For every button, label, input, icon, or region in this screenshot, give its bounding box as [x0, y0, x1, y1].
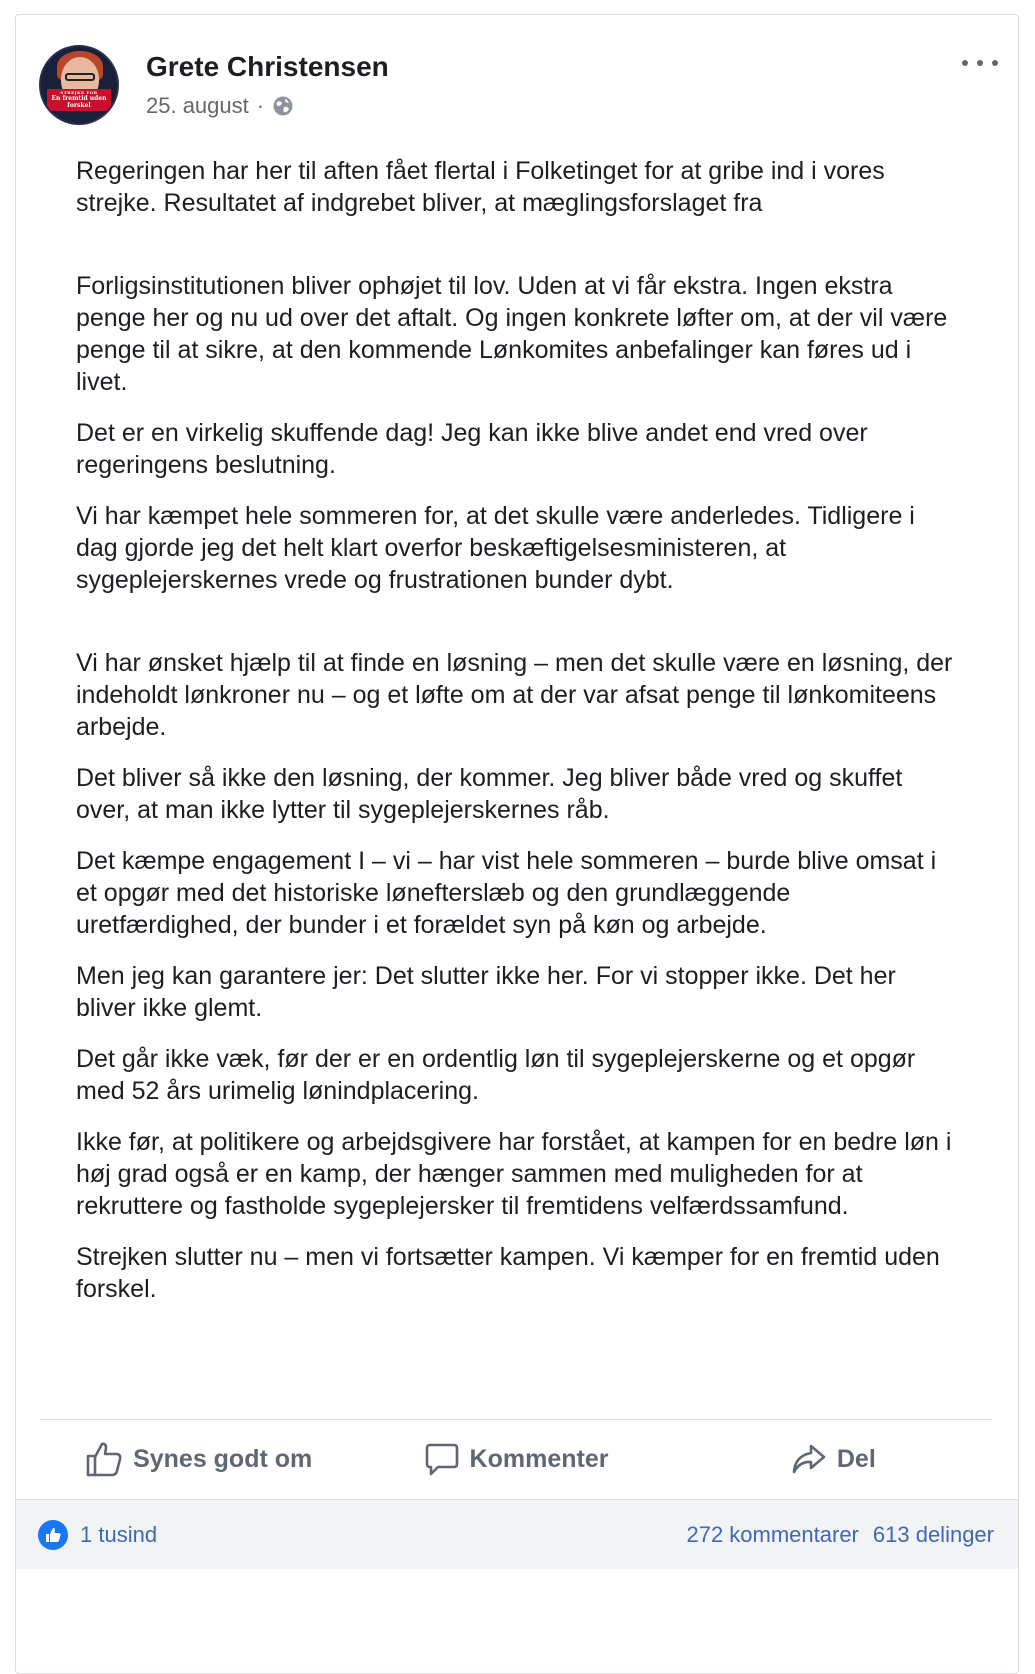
comment-button-label: Kommenter	[469, 1444, 609, 1473]
post-paragraph: Ikke før, at politikere og arbejdsgivere har forstået, at kampen for en bedre løn i høj grad også er en kamp, der hænger sammen med muligheden for at rekruttere og fastholde sygeplejersker til fremtidens velfærdssamfund.	[76, 1128, 952, 1220]
post-meta	[146, 93, 294, 119]
like-count[interactable]: 1 tusind	[80, 1522, 158, 1547]
avatar-banner-text: En fremtid uden forskel	[51, 95, 107, 109]
share-button-label: Del	[836, 1444, 876, 1473]
post-paragraph: Strejken slutter nu – men vi fortsætter kampen. Vi kæmper for en fremtid uden forskel.	[76, 1243, 940, 1303]
globe-icon	[272, 95, 294, 117]
post-paragraph: Det kæmpe engagement I – vi – har vist hele sommeren – burde blive omsat i et opgør med det historiske lønefterslæb og den grundlæggende uretfærdighed, der bunder i et forældet syn på køn og arbejde.	[76, 847, 937, 939]
share-button[interactable]	[675, 1420, 992, 1498]
like-reaction-icon[interactable]	[38, 1520, 68, 1550]
post-header	[39, 45, 998, 125]
post-date[interactable]: 25. august	[146, 93, 249, 118]
post-actions	[40, 1420, 992, 1498]
post-paragraph: Forligsinstitutionen bliver ophøjet til lov. Uden at vi får ekstra. Ingen ekstra penge her og nu ud over det aftalt. Og ingen konkrete løfter om, at der vil være penge til at sikre, at den kommende Lønkomites anbefalinger kan føres ud i livet.	[76, 272, 948, 396]
like-button[interactable]	[40, 1420, 357, 1498]
comment-icon	[424, 1441, 460, 1477]
author-name[interactable]: Grete Christensen	[146, 51, 389, 82]
post-paragraph: Det er en virkelig skuffende dag! Jeg kan ikke blive andet end vred over regeringens beslutning.	[76, 419, 868, 479]
post-paragraph: Men jeg kan garantere jer: Det slutter ikke her. For vi stopper ikke. Det her bliver ikke glemt.	[76, 962, 896, 1022]
more-options-icon[interactable]	[962, 53, 998, 73]
avatar-banner-small: STREJKE FOR	[60, 90, 98, 95]
post-paragraph: Vi har kæmpet hele sommeren for, at det skulle være anderledes. Tidligere i dag gjorde jeg det helt klart overfor beskæftigelsesministeren, at sygeplejerskernes vrede og frustrationen bunder dybt.	[76, 502, 915, 594]
post-paragraph: Vi har ønsket hjælp til at finde en løsning – men det skulle være en løsning, der indeholdt lønkroner nu – og et løfte om at der var afsat penge til lønkomiteens arbejde.	[76, 649, 953, 741]
comment-button[interactable]	[357, 1420, 674, 1498]
avatar[interactable]	[39, 45, 119, 125]
share-arrow-icon	[791, 1441, 827, 1477]
comment-count[interactable]: 272 kommentarer	[686, 1522, 859, 1547]
post-paragraph: Regeringen har her til aften fået flertal i Folketinget for at gribe ind i vores strejke. Resultatet af indgrebet bliver, at mæglingsforslaget fra	[76, 157, 885, 217]
post-paragraph: Det går ikke væk, før der er en ordentlig løn til sygeplejerskerne og et opgør med 52 års urimelig lønindplacering.	[76, 1045, 916, 1105]
share-count[interactable]: 613 delinger	[872, 1522, 994, 1547]
like-button-label: Synes godt om	[133, 1444, 313, 1473]
post-stats	[672, 1522, 994, 1548]
avatar-banner	[47, 89, 111, 111]
post-text	[76, 155, 956, 1324]
post-paragraph: Det bliver så ikke den løsning, der kommer. Jeg bliver både vred og skuffet over, at man ikke lytter til sygeplejerskernes råb.	[76, 764, 903, 824]
meta-separator: ·	[256, 93, 265, 118]
post-footer	[16, 1499, 1018, 1569]
thumbs-up-icon	[85, 1440, 123, 1478]
thumbs-up-icon	[44, 1526, 62, 1544]
avatar-glasses	[65, 73, 95, 81]
